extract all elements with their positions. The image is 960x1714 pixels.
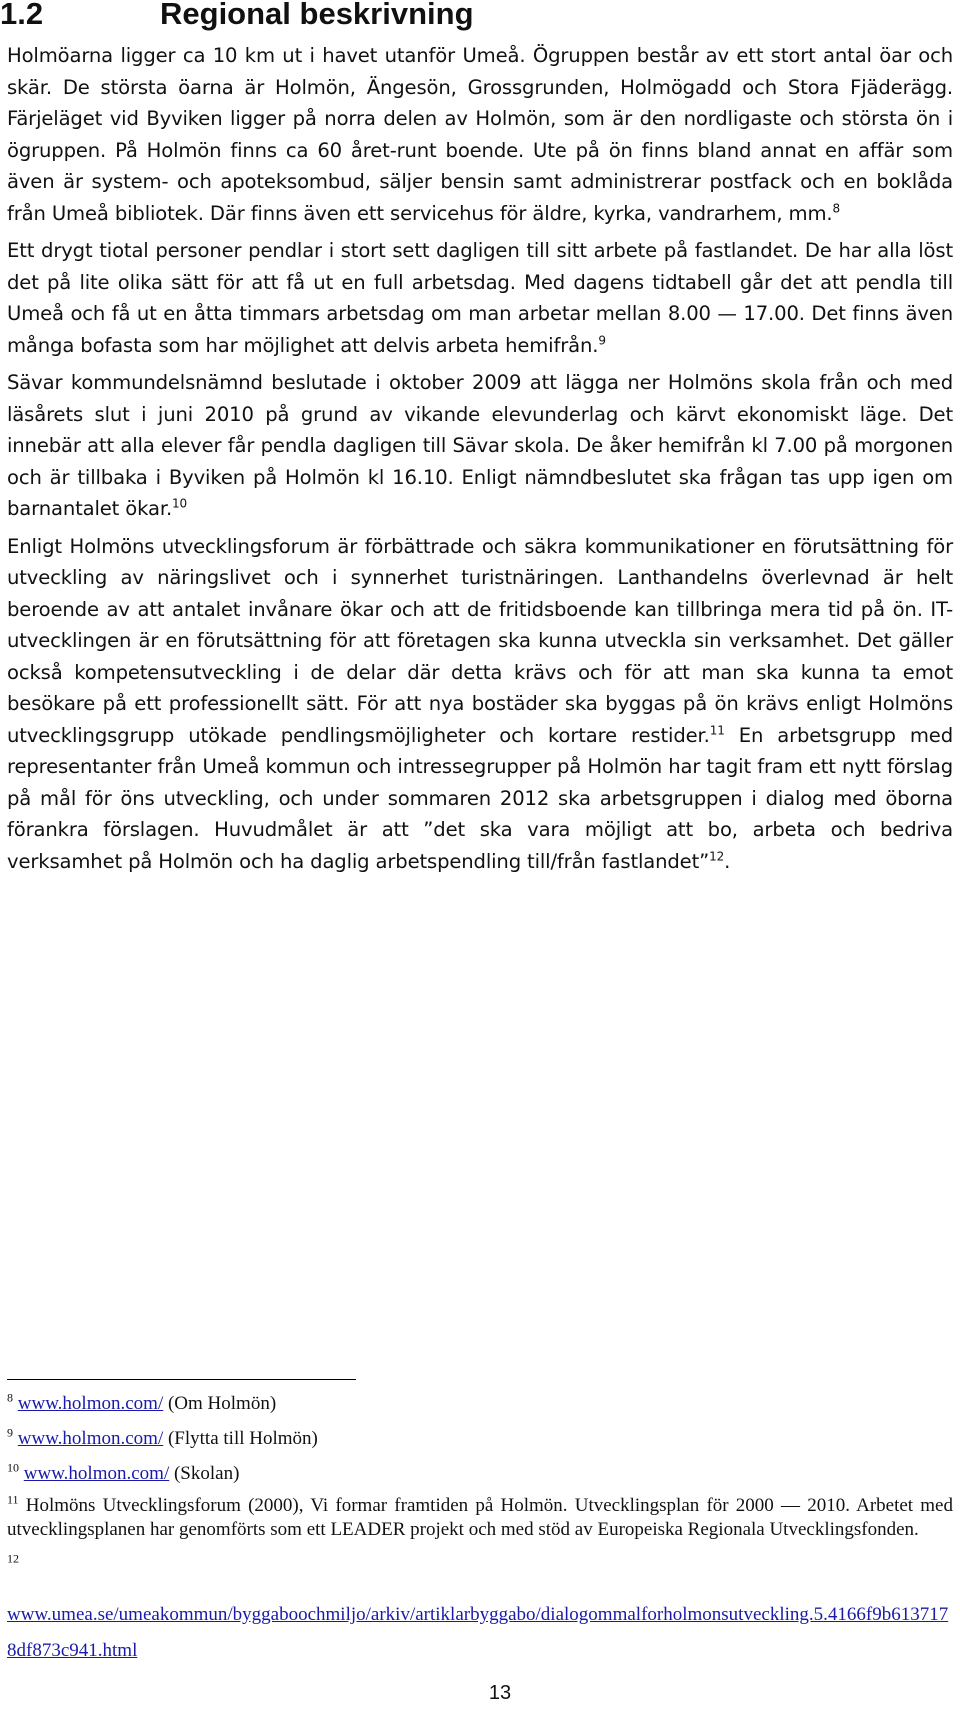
footnote-number: 10 bbox=[7, 1460, 19, 1475]
paragraph-text: Holmöarna ligger ca 10 km ut i havet utanför Umeå. Ögruppen består av ett stort antal öar och skär. De största öarna är Holmön, Ängesön, Grossgrunden, Holmögadd och Stora Fjäderägg. Färjeläget vid Byviken ligger på norra delen av Holmön, som är den nordligaste och största ön i ögruppen. På Holmön finns ca 60 året-runt boende. Ute på ön finns bland annat en affär som även är system- och apoteksombud, säljer bensin samt administrerar postfack och en boklåda från Umeå bibliotek. Där finns även ett servicehus för äldre, kyrka, vandrarhem, mm. bbox=[7, 44, 953, 225]
page-number-text: 13 bbox=[488, 1682, 512, 1704]
footnote-link[interactable]: www.holmon.com/ bbox=[23, 1463, 170, 1484]
section-number: 1.2 bbox=[0, 0, 44, 31]
footnote-ref[interactable]: 9 bbox=[598, 332, 606, 347]
footnote-ref[interactable]: 8 bbox=[832, 200, 840, 215]
footnote-11 bbox=[7, 1494, 953, 1542]
paragraph-3 bbox=[7, 367, 953, 525]
paragraph-1 bbox=[7, 40, 953, 229]
paragraph-text: Sävar kommundelsnämnd beslutade i oktober 2009 att lägga ner Holmöns skola från och med läsårets slut i juni 2010 på grund av vikande elevunderlag och kärvt ekonomiskt läge. Det innebär att alla elever får pendla dagligen till Sävar skola. De åker hemifrån kl 7.00 på morgonen och är tillbaka i Byviken på Holmön kl 16.10. Enligt nämndbeslutet ska frågan tas upp igen om barnantalet ökar. bbox=[7, 371, 953, 520]
paragraph-text: . bbox=[724, 849, 731, 873]
footnote-12 bbox=[7, 1553, 953, 1669]
paragraph-text: Enligt Holmöns utvecklingsforum är förbättrade och säkra kommunikationer en förutsättning för utveckling av näringslivet och i synnerhet turistnäringen. Lanthandelns överlevnad är helt beroende av att antalet invånare ökar och att de fritidsboende kan tillbringa mera tid på ön. IT-utvecklingen är en förutsättning för att företagen ska kunna utveckla sin verksamhet. Det gäller också kompetensutveckling i de delar där detta krävs och för att man ska kunna ta emot besökare på ett professionellt sätt. För att nya bostäder ska byggas på ön krävs enligt Holmöns utvecklingsgrupp utökade pendlingsmöjligheter och kortare restider. bbox=[7, 534, 953, 747]
footnote-8 bbox=[7, 1392, 953, 1416]
footnote-number: 12 bbox=[7, 1551, 19, 1566]
paragraph-text: En arbetsgrupp med representanter från Umeå kommun och intressegrupper på Holmön har tagit fram ett nytt förslag på mål för öns utveckling, och under sommaren 2012 ska arbetsgruppen i dialog med öborna förankra förslagen. Huvudmålet är att ”det ska vara möjligt att bo, arbeta och bedriva verksamhet på Holmön och ha daglig arbetspendling till/från fastlandet” bbox=[7, 723, 953, 873]
footnote-number: 8 bbox=[7, 1390, 13, 1405]
footnote-ref[interactable]: 12 bbox=[709, 848, 725, 863]
paragraph-2 bbox=[7, 235, 953, 361]
footnote-10 bbox=[7, 1462, 953, 1486]
footnote-link[interactable]: www.holmon.com/ bbox=[17, 1428, 164, 1449]
footnote-ref[interactable]: 11 bbox=[709, 722, 725, 737]
footnote-text: Holmöns Utvecklingsforum (2000), Vi formar framtiden på Holmön. Utvecklingsplan för 2000 — 2010. Arbetet med utvecklingsplanen har genomförts som ett LEADER projekt och med stöd av Europeiska Regionala Utvecklingsfonden. bbox=[7, 1495, 953, 1540]
page-number bbox=[0, 1682, 960, 1705]
footnote-note: (Om Holmön) bbox=[163, 1393, 277, 1414]
footnote-9 bbox=[7, 1427, 953, 1451]
footnote-link[interactable]: www.holmon.com/ bbox=[17, 1393, 164, 1414]
footnote-ref[interactable]: 10 bbox=[172, 496, 188, 511]
footnotes bbox=[7, 1392, 953, 1680]
footnote-divider bbox=[7, 1379, 356, 1380]
footnote-number: 11 bbox=[7, 1492, 19, 1507]
footnote-link[interactable]: www.umea.se/umeakommun/byggaboochmiljo/arkiv/artiklarbyggabo/dialogommalforholmonsutveckling.5.4166f9b6137178df873c941.html bbox=[7, 1604, 949, 1661]
section-heading bbox=[0, 0, 940, 32]
body-text bbox=[7, 40, 953, 883]
footnote-number: 9 bbox=[7, 1425, 13, 1440]
section-title: Regional beskrivning bbox=[160, 0, 474, 31]
footnote-note: (Flytta till Holmön) bbox=[163, 1428, 318, 1449]
footnote-note: (Skolan) bbox=[169, 1463, 240, 1484]
paragraph-4 bbox=[7, 531, 953, 878]
paragraph-text: Ett drygt tiotal personer pendlar i stort sett dagligen till sitt arbete på fastlandet. De har alla löst det på lite olika sätt för att få ut en full arbetsdag. Med dagens tidtabell går det att pendla till Umeå och få ut en åtta timmars arbetsdag om man arbetar mellan 8.00 — 17.00. Det finns även många bofasta som har möjlighet att delvis arbeta hemifrån. bbox=[7, 239, 953, 357]
